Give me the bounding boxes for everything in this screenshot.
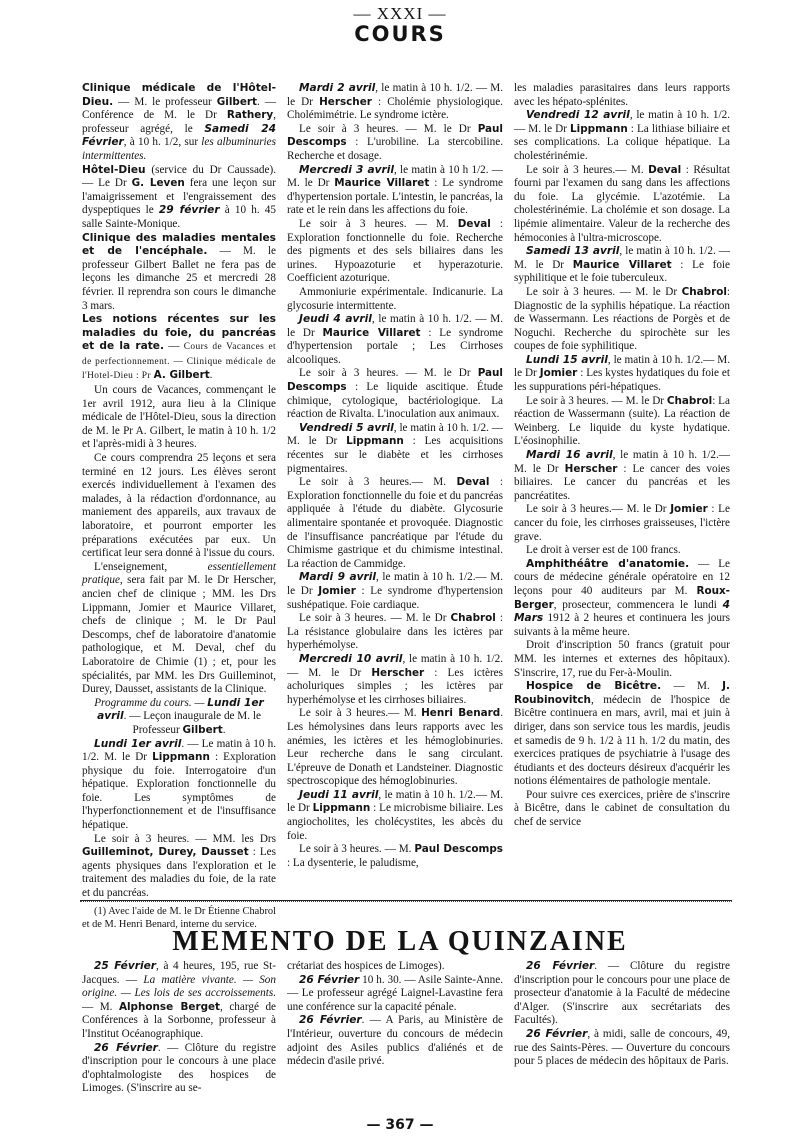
paragraph-maladies-parasitaires: les maladies parasitaires dans leurs rapports avec les hépato-splénites. <box>514 82 730 108</box>
paragraph-mercredi-10-avril: Mercredi 10 avril, le matin à 10 h. 1/2. — M. le Dr Herscher : Les ictères acholuriques simples ; les ictères par hyperhémolyse et les cirrhoses biliaires. <box>287 652 503 706</box>
footnote: (1) Avec l'aide de M. le Dr Étienne Chabrol et de M. Henri Benard, interne du service. <box>82 905 276 931</box>
memento-item-sainte-anne: 26 Février 10 h. 30. — Asile Sainte-Anne. — Le professeur agrégé Laignel-Lavastine fera une conférence sur la capacité pénale. <box>287 973 503 1013</box>
memento-item-saints-peres: 26 Février, à midi, salle de concours, 49, rue des Saints-Pères. — Ouverture du concours pour 5 places de médecin des hôpitaux de Paris. <box>514 1027 730 1068</box>
paragraph-samedi-13-avril: Samedi 13 avril, le matin à 10 h. 1/2. — M. le Dr Maurice Villaret : Le foie syphilitique et le foie tuberculeux. <box>514 245 730 285</box>
memento-item-secretariat: crétariat des hospices de Limoges). <box>287 960 445 972</box>
paragraph-syphilis-hepatique: Le soir à 3 heures. — M. le Dr Chabrol: Diagnostic de la syphilis hépatique. La réaction de Wassermann. Les réactions de Porgès et de Noguchi. Recherche du spirochète sur les coupes de foie syphilitique. <box>514 285 730 353</box>
paragraph-agents-physiques: Le soir à 3 heures. — MM. les Drs Guilleminot, Durey, Dausset : Les agents physiques dans l'exploration et le traitement des maladies du foie, de la rate et du pancréas. <box>82 832 276 900</box>
memento-column-2 <box>287 960 503 1069</box>
paragraph-inscription-bicetre: Pour suivre ces exercices, prière de s'inscrire à Bicêtre, dans le cabinet de consultation du chef de service <box>514 788 730 829</box>
paragraph-enseignement: L'enseignement, essentiellement pratique, sera fait par M. le Dr Herscher, ancien chef de clinique ; MM. les Drs Lippmann, Jomier et Maurice Villaret, chefs de clinique ; M. le Dr Paul Descomps, chef de laboratoire d'anatomie pathologique, et M. Deval, chef du Laboratoire de Chimie (1) ; et, pour les spécialités, par MM. les Drs Guilleminot, Durey, Dausset, assistants de la Clinique. <box>82 560 276 696</box>
paragraph-amphitheatre: Amphithéâtre d'anatomie. — Le cours de médecine générale opératoire en 12 leçons pour 40 auditeurs par M. Roux-Berger, prosecteur, commencera le lundi 4 Mars 1912 à 2 heures et continuera les jours suivants à la même heure. <box>514 557 730 638</box>
paragraph-mercredi-3-avril: Mercredi 3 avril, le matin à 10 h 1/2. — M. le Dr Maurice Villaret : Le syndrome d'hypertension portale. L'intestin, le pancréas, la rate et le rein dans les affections du foie. <box>287 163 504 217</box>
dotted-divider <box>80 901 732 904</box>
paragraph-wassermann-suite: Le soir à 3 heures. — M. le Dr Chabrol: La réaction de Wassermann (suite). La réaction de Weinberg. Le liquide du kyste hydatique. L'éosinophilie. <box>514 394 730 448</box>
paragraph-mardi-2-avril: Mardi 2 avril, le matin à 10 h. 1/2. — M. le Dr Herscher : Cholémie physiologique. Cholémimétrie. Le syndrome ictère. <box>287 82 503 122</box>
paragraph-dysenterie: Le soir à 3 heures. — M. Paul Descomps : La dysenterie, le paludisme, <box>287 843 503 869</box>
paragraph-hemolysines: Le soir à 3 heures.— M. Henri Benard. Les hémolysines dans leurs rapports avec les anémies, les ictères et les hémoglobinuries. Leur recherche dans le sang circulant. L'épreuve de Donath et Landsteiner. Diagnostic spectroscopique des hémoglobinuries. <box>287 707 503 788</box>
paragraph-hospice-bicetre: Hospice de Bicêtre. — M. J. Roubinovitch, médecin de l'hospice de Bicêtre continuera en mars, avril, mai et juin à diriger, dans son service tous les mardis, jeudis et samedis de 9 h. 1/2 à 11 h. 1/2 du matin, des exercices pratiques de psychiatrie à l'usage des étudiants et des docteurs désireux d'acquérir les notions élémentaires de pathologie mentale. <box>514 680 730 788</box>
memento-column-3 <box>514 960 730 1069</box>
paragraph-clinique-hotel-dieu: Clinique médicale de l'Hôtel-Dieu. — M. le professeur Gilbert. — Conférence de M. le Dr Rathery, professeur agrégé, le Samedi 24 Février, à 10 h. 1/2, sur les albuminuries intermittentes. <box>82 82 276 162</box>
page-folio: — 367 — <box>366 1117 434 1133</box>
paragraph-resistance-globulaire: Le soir à 3 heures. — M. le Dr Chabrol : La résistance globulaire dans les ictères par hyperhémolyse. <box>287 612 504 652</box>
paragraph-lecons: Ce cours comprendra 25 leçons et sera terminé en 12 jours. Les élèves seront exercés individuellement à l'examen des malades, à la rédaction d'ordonnance, au maniement des appareils, aux travaux de laboratoire, et pourront emporter les préparations exécutées par eux. Un certificat leur sera donné à l'issue du cours. <box>82 452 276 560</box>
paragraph-liquide-ascitique: Le soir à 3 heures. — M. le Dr Paul Descomps : Le liquide ascitique. Étude chimique, cytologique, bactériologique. La réaction de Rivalta. L'inoculation aux animaux. <box>287 367 503 421</box>
memento-column-1 <box>82 960 276 1096</box>
paragraph-jeudi-11-avril: Jeudi 11 avril, le matin à 10 h. 1/2.— M. le Dr Lippmann : Le microbisme biliaire. Les angiocholites, les cholécystites, les abcès du foie. <box>287 788 503 842</box>
paragraph-cancer-foie: Le soir à 3 heures.— M. le Dr Jomier : Le cancer du foie, les cirrhoses graisseuses, l'ictère grave. <box>514 503 730 543</box>
paragraph-notions-recentes: Les notions récentes sur les maladies du foie, du pancréas et de la rate. — Cours de Vacances et de perfectionnement. — Clinique médicale de l'Hotel-Dieu : Pr A. Gilbert. <box>82 313 277 382</box>
paragraph-vendredi-5-avril: Vendredi 5 avril, le matin à 10 h. 1/2. — M. le Dr Lippmann : Les acquisitions récentes sur le diabète et les cirrhoses pigmentaires. <box>287 421 503 475</box>
memento-item-ophtalmologiste: 26 Février. — Clôture du registre d'inscription pour le concours à une place d'ophtalmologiste des hospices de Limoges. (S'inscrire au se- <box>82 1041 277 1095</box>
paragraph-hotel-dieu-leven: Hôtel-Dieu (service du Dr Caussade). — Le Dr G. Leven fera une leçon sur l'amaigrissement et l'engraissement des dyspeptiques le 29 février à 10 h. 45 salle Sainte-Monique. <box>82 163 277 230</box>
paragraph-mardi-16-avril: Mardi 16 avril, le matin à 10 h. 1/2.— M. le Dr Herscher : Le cancer des voies biliaires. Le cancer du pancréas et les pancréatites. <box>514 449 731 502</box>
paragraph-ammoniurie: Ammoniurie expérimentale. Indicanurie. La glycosurie intermittente. <box>287 285 503 312</box>
section-title-cours: COURS <box>354 22 446 46</box>
paragraph-mardi-9-avril: Mardi 9 avril, le matin à 10 h. 1/2.— M. le Dr Jomier : Le syndrome d'hypertension sushépatique. Foie cardiaque. <box>287 571 503 611</box>
paragraph-vendredi-12-avril: Vendredi 12 avril, le matin à 10 h. 1/2. — M. le Dr Lippmann : La lithiase biliaire et ses complications. La colique hépatique. La cholestérinémie. <box>514 109 731 162</box>
paragraph-jeudi-4-avril: Jeudi 4 avril, le matin à 10 h. 1/2. — M. le Dr Maurice Villaret : Le syndrome d'hypertension portale ; Les Cirrhoses alcooliques. <box>287 313 504 366</box>
cours-column-1 <box>82 82 276 932</box>
paragraph-droit-verser: Le droit à verser est de 100 francs. <box>526 544 681 557</box>
paragraph-maladies-mentales: Clinique des maladies mentales et de l'encéphale. — M. le professeur Gilbert Ballet ne fera pas de leçons les dimanche 25 et mercredi 28 février. Il reprendra son cours le dimanche 3 mars. <box>82 231 276 312</box>
paragraph-cours-vacances: Un cours de Vacances, commençant le 1er avril 1912, aura lieu à la Clinique médicale de l'Hôtel-Dieu, sous la direction de M. le Pr A. Gilbert, le matin à 10 h. 1/2 et l'après-midi à 3 heures. <box>82 384 276 451</box>
paragraph-droit-inscription: Droit d'inscription 50 francs (gratuit pour MM. les internes et externes des hôpitaux). S'inscrire, 17, rue du Fer-à-Moulin. <box>514 639 730 679</box>
memento-item-alger: 26 Février. — Clôture du registre d'inscription pour le concours pour une place de prosecteur d'anatomie à la Faculté de médecine d'Alger. (S'inscrire aux secrétariats des Facultés). <box>514 960 730 1027</box>
paragraph-programme: Programme du cours. — Lundi 1er avril. — Leçon inaugurale de M. le Professeur Gilbert. <box>94 696 264 736</box>
memento-item-ministere: 26 Février. — A Paris, au Ministère de l'Intérieur, ouverture du concours de médecin adjoint des Asiles publics d'aliénés et de médecin d'asile privé. <box>287 1014 504 1068</box>
paragraph-urobiline: Le soir à 3 heures. — M. le Dr Paul Descomps : L'urobiline. La stercobiline. Recherche et dosage. <box>287 122 503 162</box>
paragraph-exploration-fonctionnelle: Le soir à 3 heures. — M. Deval : Exploration fonctionnelle du foie. Recherche des pigments et des sels biliaires dans les urines. Hypoazoturie et hyperazoturie. Coefficient azoturique. <box>287 217 504 285</box>
section-title-memento: MEMENTO DE LA QUINZAINE <box>172 926 628 957</box>
memento-item-25-fevrier: 25 Février, à 4 heures, 195, rue St-Jacques. — La matière vivante. — Son origine. — Les lois de ses accroissements. — M. Alphonse Berget, chargé de Conférences à la Sorbonne, professeur à l'Institut Océanographique. <box>82 960 277 1040</box>
paragraph-examen-sang: Le soir à 3 heures.— M. Deval : Résultat fourni par l'examen du sang dans les affections du foie. La glycémie. L'azotémie. La cholestérinémie. La cholémie et son dosage. La lipémie alimentaire. Valeur de la recherche des hémoconies à l'ultra-microscope. <box>514 163 730 244</box>
cours-column-3 <box>514 82 730 830</box>
cours-column-2 <box>287 82 503 870</box>
paragraph-pancreas-diabete: Le soir à 3 heures.— M. Deval : Exploration fonctionnelle du foie et du pancréas appliquée à l'étude du diabète. Glycosurie alimentaire spontanée et provoquée. Diagnostic de l'insuffisance pancréatique par l'étude du Chimisme gastrique et du chimisme intestinal. La réaction de Cammidge. <box>287 476 503 570</box>
paragraph-lundi-15-avril: Lundi 15 avril, le matin à 10 h. 1/2.— M. le Dr Jomier : Les kystes hydatiques du foie et les suppurations péri-hépatiques. <box>514 353 730 394</box>
page-number: — XXXI — <box>353 4 447 23</box>
paragraph-lundi-1-avril: Lundi 1er avril. — Le matin à 10 h. 1/2. M. le Dr Lippmann : Exploration physique du foie. Interrogatoire d'un hépatique. Exploration fonctionnelle du foie. Les symptômes de l'hyperfonctionnement et de l'insuffisance hépatique. <box>82 737 277 832</box>
